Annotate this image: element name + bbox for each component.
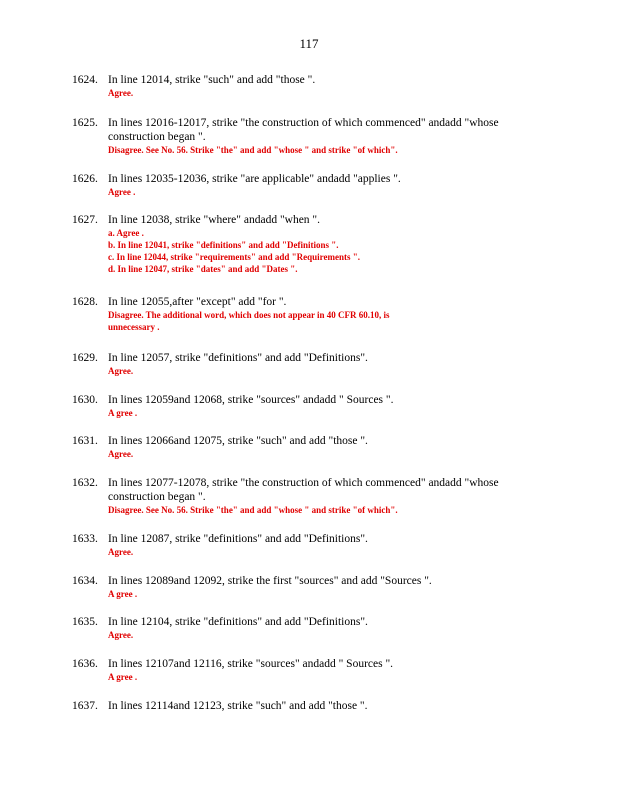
response-text: A gree .	[108, 408, 138, 418]
entry-text: In line 12104, strike "definitions" and add "Definitions".	[108, 616, 368, 628]
response-text: Disagree. The additional word, which does not appear in 40 CFR 60.10, is	[108, 310, 390, 320]
entry-text: In lines 12114and 12123, strike "such" and add "those ".	[108, 700, 368, 712]
entry-number: 1636.	[72, 658, 98, 670]
response-text: b. In line 12041, strike "definitions" and add "Definitions ".	[108, 240, 339, 250]
entry-text: In lines 12059and 12068, strike "sources" andadd " Sources ".	[108, 394, 394, 406]
entry-text: In lines 12089and 12092, strike the first "sources" and add "Sources ".	[108, 575, 432, 587]
response-text: Agree.	[108, 630, 134, 640]
response-text: Agree.	[108, 88, 134, 98]
entry-number: 1629.	[72, 352, 98, 364]
page-number: 117	[299, 36, 319, 51]
response-text: Agree.	[108, 547, 134, 557]
entry-number: 1630.	[72, 394, 98, 406]
response-text: Agree.	[108, 449, 134, 459]
entry-text: In line 12057, strike "definitions" and add "Definitions".	[108, 352, 368, 364]
entry-text: In line 12014, strike "such" and add "those ".	[108, 74, 316, 86]
entry-number: 1637.	[72, 700, 98, 712]
entry-text: In lines 12077-12078, strike "the construction of which commenced" andadd "whose	[108, 477, 499, 489]
response-text: Agree .	[108, 187, 136, 197]
response-text: Disagree. See No. 56. Strike "the" and add "whose " and strike "of which".	[108, 505, 398, 515]
entry-number: 1626.	[72, 173, 98, 185]
entry-text: In lines 12066and 12075, strike "such" and add "those ".	[108, 435, 368, 447]
entry-text: In line 12038, strike "where" andadd "when ".	[108, 214, 320, 226]
response-text: Agree.	[108, 366, 134, 376]
response-text: A gree .	[108, 589, 138, 599]
response-text: a. Agree .	[108, 228, 144, 238]
response-text: d. In line 12047, strike "dates" and add "Dates ".	[108, 264, 298, 274]
entry-number: 1625.	[72, 117, 98, 129]
response-text: unnecessary .	[108, 322, 160, 332]
entry-number: 1634.	[72, 575, 98, 587]
response-text: A gree .	[108, 672, 138, 682]
response-text: Disagree. See No. 56. Strike "the" and add "whose " and strike "of which".	[108, 145, 398, 155]
entry-text: construction began ".	[108, 131, 206, 143]
entry-number: 1632.	[72, 477, 98, 489]
entry-text: construction began ".	[108, 491, 206, 503]
entry-number: 1624.	[72, 74, 98, 86]
entry-text: In line 12055,after "except" add "for ".	[108, 296, 287, 308]
entry-number: 1635.	[72, 616, 98, 628]
entry-text: In lines 12016-12017, strike "the construction of which commenced" andadd "whose	[108, 117, 499, 129]
entry-text: In line 12087, strike "definitions" and add "Definitions".	[108, 533, 368, 545]
entry-number: 1627.	[72, 214, 98, 226]
response-text: c. In line 12044, strike "requirements" and add "Requirements ".	[108, 252, 360, 262]
entry-text: In lines 12035-12036, strike "are applicable" andadd "applies ".	[108, 173, 401, 185]
entry-number: 1628.	[72, 296, 98, 308]
entry-text: In lines 12107and 12116, strike "sources" andadd " Sources ".	[108, 658, 394, 670]
entry-number: 1633.	[72, 533, 98, 545]
entry-number: 1631.	[72, 435, 98, 447]
